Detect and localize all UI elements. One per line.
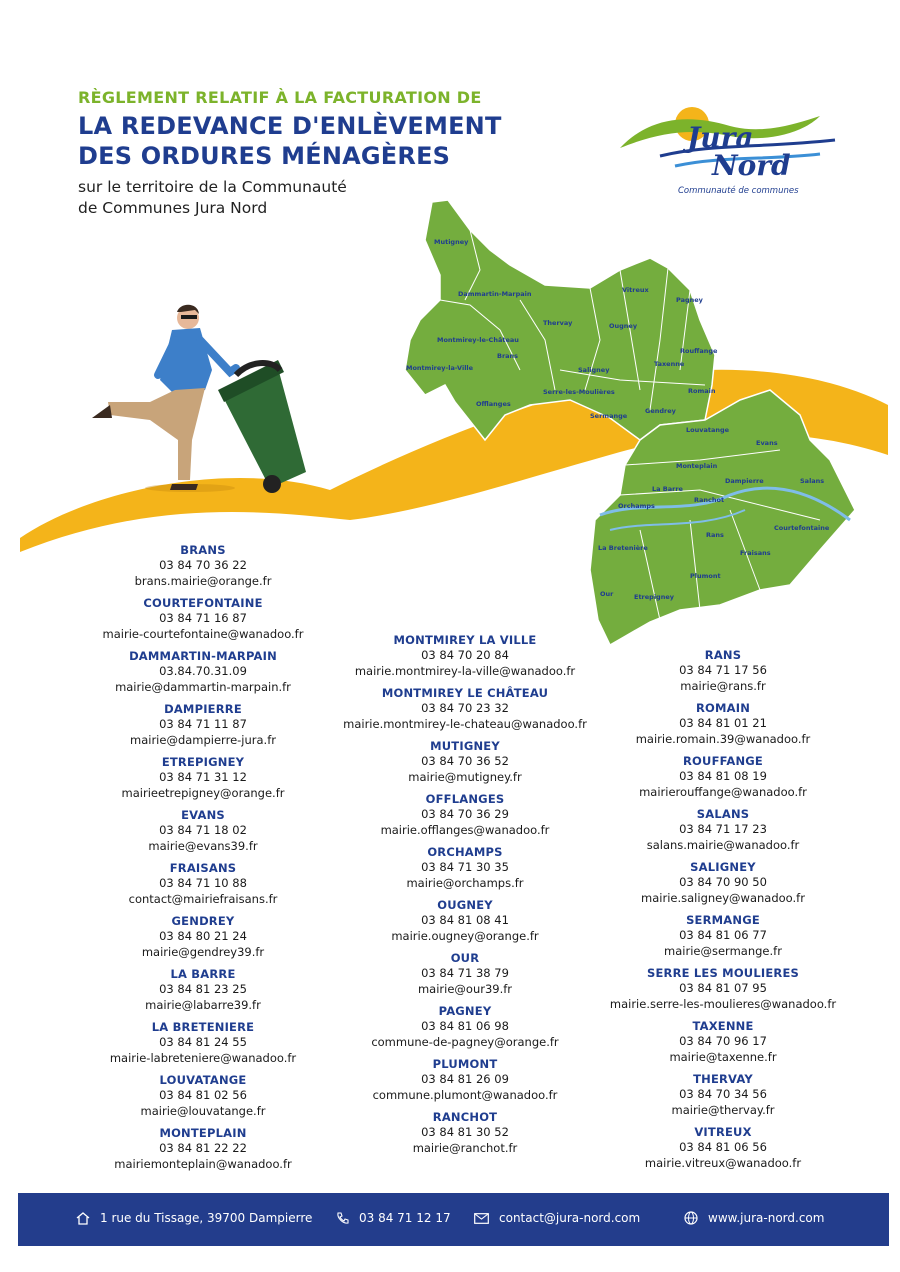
map-label: Romain — [688, 387, 716, 395]
commune-phone: 03 84 70 20 84 — [421, 648, 509, 662]
commune-phone: 03 84 71 18 02 — [159, 823, 247, 837]
commune-email[interactable]: mairie@dampierre-jura.fr — [130, 732, 276, 747]
contact-entry — [63, 1125, 343, 1172]
contact-entry — [63, 807, 343, 854]
contact-entry — [63, 966, 343, 1013]
commune-name: MUTIGNEY — [430, 739, 500, 753]
commune-email[interactable]: mairie-labreteniere@wanadoo.fr — [109, 1050, 297, 1065]
map-label: Gendrey — [645, 407, 676, 415]
map-label: Serre-les-Moulières — [543, 388, 615, 396]
map-label: Montmirey-la-Ville — [406, 364, 474, 372]
map-label: Evans — [756, 439, 778, 447]
commune-email[interactable]: salans.mairie@wanadoo.fr — [646, 837, 800, 852]
map-label: Thervay — [543, 319, 573, 327]
commune-email[interactable]: mairie.offlanges@wanadoo.fr — [380, 822, 550, 837]
map-label: Louvatange — [686, 426, 730, 434]
contact-entry — [63, 595, 343, 642]
commune-phone: 03 84 81 08 41 — [421, 913, 509, 927]
map-label: Salans — [800, 477, 825, 485]
contact-entry — [63, 754, 343, 801]
commune-email[interactable]: mairie.montmirey-le-chateau@wanadoo.fr — [343, 716, 587, 731]
title-line-1: LA REDEVANCE D'ENLÈVEMENT — [78, 112, 502, 140]
contact-entry — [320, 897, 610, 944]
commune-name: ROUFFANGE — [683, 754, 763, 768]
map-label: Montmirey-le-Château — [437, 336, 519, 344]
commune-phone: 03 84 81 07 95 — [679, 981, 767, 995]
contact-entry — [590, 1018, 856, 1065]
commune-phone: 03 84 71 17 23 — [679, 822, 767, 836]
commune-email[interactable]: mairie@taxenne.fr — [669, 1049, 777, 1064]
commune-email[interactable]: mairie@louvatange.fr — [140, 1103, 266, 1118]
commune-email[interactable]: mairie@sermange.fr — [664, 943, 782, 958]
commune-name: RANS — [704, 648, 742, 662]
contact-entry — [63, 648, 343, 695]
contact-entry — [63, 701, 343, 748]
commune-phone: 03 84 70 23 32 — [421, 701, 509, 715]
map-label: Taxenne — [654, 360, 685, 368]
title-line-2: DES ORDURES MÉNAGÈRES — [78, 142, 451, 170]
commune-name: RANCHOT — [432, 1110, 498, 1124]
commune-name: DAMMARTIN-MARPAIN — [129, 649, 277, 663]
map-label: Sermange — [590, 412, 628, 420]
commune-phone: 03.84.70.31.09 — [159, 664, 247, 678]
map-label: Ougney — [609, 322, 638, 330]
commune-email[interactable]: mairie@labarre39.fr — [145, 997, 261, 1012]
commune-phone: 03 84 70 90 50 — [679, 875, 767, 889]
commune-phone: 03 84 70 36 29 — [421, 807, 509, 821]
footer-phone-text: 03 84 71 12 17 — [359, 1211, 451, 1225]
commune-name: ROMAIN — [695, 701, 751, 715]
contact-entry — [63, 1019, 343, 1066]
footer-bar — [18, 1193, 889, 1246]
commune-phone: 03 84 81 06 77 — [679, 928, 767, 942]
subtitle-line-1: sur le territoire de la Communauté — [78, 178, 347, 196]
commune-name: OUR — [450, 951, 480, 965]
contact-entry — [320, 1109, 610, 1156]
footer-phone[interactable] — [336, 1211, 451, 1225]
subtitle-line-2: de Communes Jura Nord — [78, 199, 268, 217]
main-title — [78, 111, 502, 171]
footer-address-text: 1 rue du Tissage, 39700 Dampierre — [100, 1211, 313, 1225]
commune-email[interactable]: mairie.romain.39@wanadoo.fr — [635, 731, 811, 746]
map-label: Offlanges — [476, 400, 511, 408]
map-label: Fraisans — [740, 549, 771, 557]
contacts-column-1 — [63, 542, 343, 1178]
commune-phone: 03 84 71 11 87 — [159, 717, 247, 731]
map-label: Our — [600, 590, 614, 598]
commune-phone: 03 84 70 36 22 — [159, 558, 247, 572]
commune-email[interactable]: mairie@ranchot.fr — [412, 1140, 518, 1155]
map-label: La Barre — [652, 485, 683, 493]
map-label: Brans — [497, 352, 519, 360]
man-with-bin-illustration — [92, 305, 306, 493]
commune-phone: 03 84 71 10 88 — [159, 876, 247, 890]
contact-entry — [320, 791, 610, 838]
contacts-column-2 — [320, 632, 610, 1162]
map-label: Ranchot — [694, 496, 725, 504]
commune-email[interactable]: commune-de-pagney@orange.fr — [371, 1034, 559, 1049]
commune-name: ETREPIGNEY — [161, 755, 245, 769]
commune-email[interactable]: mairie@mutigney.fr — [408, 769, 522, 784]
commune-name: DAMPIERRE — [164, 702, 242, 716]
map-label: Vitreux — [622, 286, 649, 294]
commune-phone: 03 84 71 31 12 — [159, 770, 247, 784]
commune-phone: 03 84 70 96 17 — [679, 1034, 767, 1048]
logo-word-jura: Jura — [687, 121, 754, 154]
map-label: Saligney — [578, 366, 610, 374]
commune-email[interactable]: mairieetrepigney@orange.fr — [121, 785, 285, 800]
map-label: Monteplain — [676, 462, 718, 470]
commune-email[interactable]: mairiemonteplain@wanadoo.fr — [114, 1156, 292, 1171]
contact-entry — [320, 1056, 610, 1103]
footer-website[interactable] — [684, 1211, 824, 1225]
commune-email[interactable]: mairie.ougney@orange.fr — [391, 928, 539, 943]
commune-name: TAXENNE — [692, 1019, 754, 1033]
contact-entry — [320, 844, 610, 891]
commune-phone: 03 84 81 26 09 — [421, 1072, 509, 1086]
map-label: Pagney — [676, 296, 703, 304]
commune-phone: 03 84 81 06 98 — [421, 1019, 509, 1033]
contact-entry — [590, 647, 856, 694]
commune-email[interactable]: mairie.saligney@wanadoo.fr — [641, 890, 805, 905]
map-label: Plumont — [690, 572, 721, 580]
commune-email[interactable]: mairie-courtefontaine@wanadoo.fr — [102, 626, 304, 641]
commune-name: GENDREY — [171, 914, 235, 928]
commune-phone: 03 84 71 17 56 — [679, 663, 767, 677]
footer-address — [76, 1211, 312, 1225]
commune-email[interactable]: mairie@rans.fr — [680, 678, 766, 693]
commune-name: VITREUX — [694, 1125, 752, 1139]
map-label: Mutigney — [434, 238, 469, 246]
commune-phone: 03 84 71 38 79 — [421, 966, 509, 980]
commune-phone: 03 84 80 21 24 — [159, 929, 247, 943]
footer-email[interactable] — [474, 1211, 640, 1225]
commune-email[interactable]: contact@mairiefraisans.fr — [128, 891, 278, 906]
commune-phone: 03 84 71 16 87 — [159, 611, 247, 625]
contact-entry — [63, 1072, 343, 1119]
map-label: Dammartin-Marpain — [458, 290, 532, 298]
contact-entry — [590, 965, 856, 1012]
commune-name: LOUVATANGE — [159, 1073, 247, 1087]
commune-name: PAGNEY — [438, 1004, 492, 1018]
commune-phone: 03 84 81 30 52 — [421, 1125, 509, 1139]
commune-name: OUGNEY — [437, 898, 493, 912]
commune-name: LA BRETENIERE — [151, 1020, 255, 1034]
logo-caption: Communauté de communes — [678, 186, 799, 196]
contact-entry — [63, 542, 343, 589]
map-label: Etrepigney — [634, 593, 674, 601]
commune-email[interactable]: mairie@evans39.fr — [148, 838, 258, 853]
contact-entry — [590, 806, 856, 853]
commune-email[interactable]: mairie@our39.fr — [417, 981, 513, 996]
home-icon — [76, 1212, 90, 1225]
commune-name: ORCHAMPS — [427, 845, 503, 859]
mail-icon — [474, 1213, 489, 1224]
contact-entry — [590, 912, 856, 959]
commune-phone: 03 84 81 02 56 — [159, 1088, 247, 1102]
commune-phone: 03 84 81 24 55 — [159, 1035, 247, 1049]
commune-email[interactable]: mairie.montmirey-la-ville@wanadoo.fr — [354, 663, 576, 678]
commune-name: SALIGNEY — [690, 860, 756, 874]
phone-icon — [336, 1212, 349, 1225]
commune-name: BRANS — [180, 543, 226, 557]
commune-email[interactable]: brans.mairie@orange.fr — [134, 573, 272, 588]
map-label: Rans — [706, 531, 724, 539]
map-label: Dampierre — [725, 477, 764, 485]
commune-name: SERRE LES MOULIERES — [647, 966, 799, 980]
commune-name: MONTEPLAIN — [159, 1126, 247, 1140]
logo-word-nord: Nord — [712, 149, 791, 182]
commune-name: THERVAY — [693, 1072, 753, 1086]
commune-email[interactable]: mairie@dammartin-marpain.fr — [115, 679, 291, 694]
commune-phone: 03 84 81 23 25 — [159, 982, 247, 996]
commune-email[interactable]: mairie.serre-les-moulieres@wanadoo.fr — [609, 996, 837, 1011]
map-label: Rouffange — [680, 347, 718, 355]
contact-entry — [63, 913, 343, 960]
commune-name: OFFLANGES — [425, 792, 505, 806]
contact-entry — [590, 753, 856, 800]
commune-phone: 03 84 81 01 21 — [679, 716, 767, 730]
commune-name: EVANS — [181, 808, 225, 822]
commune-phone: 03 84 70 34 56 — [679, 1087, 767, 1101]
commune-email[interactable]: mairie@orchamps.fr — [406, 875, 524, 890]
contacts-column-3 — [590, 647, 856, 1177]
globe-icon — [684, 1211, 698, 1225]
commune-name: LA BARRE — [170, 967, 236, 981]
commune-name: FRAISANS — [169, 861, 237, 875]
contact-entry — [320, 1003, 610, 1050]
commune-email[interactable]: commune.plumont@wanadoo.fr — [372, 1087, 558, 1102]
commune-email[interactable]: mairierouffange@wanadoo.fr — [639, 784, 807, 799]
contact-entry — [320, 632, 610, 679]
commune-phone: 03 84 81 08 19 — [679, 769, 767, 783]
commune-phone: 03 84 81 06 56 — [679, 1140, 767, 1154]
man-trousers — [108, 388, 205, 480]
commune-name: MONTMIREY LE CHÂTEAU — [381, 686, 549, 700]
contact-entry — [63, 860, 343, 907]
commune-phone: 03 84 81 22 22 — [159, 1141, 247, 1155]
footer-website-text: www.jura-nord.com — [708, 1211, 825, 1225]
pre-title: RÈGLEMENT RELATIF À LA FACTURATION DE — [78, 88, 482, 107]
contact-entry — [320, 685, 610, 732]
contact-entry — [590, 1124, 856, 1171]
commune-name: PLUMONT — [432, 1057, 498, 1071]
commune-phone: 03 84 70 36 52 — [421, 754, 509, 768]
map-label: La Bretenière — [598, 544, 648, 552]
contact-entry — [320, 738, 610, 785]
commune-name: SERMANGE — [686, 913, 760, 927]
map-label: Courtefontaine — [774, 524, 830, 532]
commune-phone: 03 84 71 30 35 — [421, 860, 509, 874]
commune-email[interactable]: mairie.vitreux@wanadoo.fr — [644, 1155, 802, 1170]
footer-email-text: contact@jura-nord.com — [499, 1211, 641, 1225]
contact-entry — [590, 1071, 856, 1118]
contact-entry — [320, 950, 610, 997]
territory-map — [405, 200, 855, 645]
commune-name: MONTMIREY LA VILLE — [393, 633, 537, 647]
commune-name: COURTEFONTAINE — [143, 596, 263, 610]
map-label: Orchamps — [618, 502, 655, 510]
contact-entry — [590, 859, 856, 906]
commune-email[interactable]: mairie@thervay.fr — [671, 1102, 775, 1117]
commune-email[interactable]: mairie@gendrey39.fr — [141, 944, 265, 959]
commune-name: SALANS — [696, 807, 750, 821]
contact-entry — [590, 700, 856, 747]
